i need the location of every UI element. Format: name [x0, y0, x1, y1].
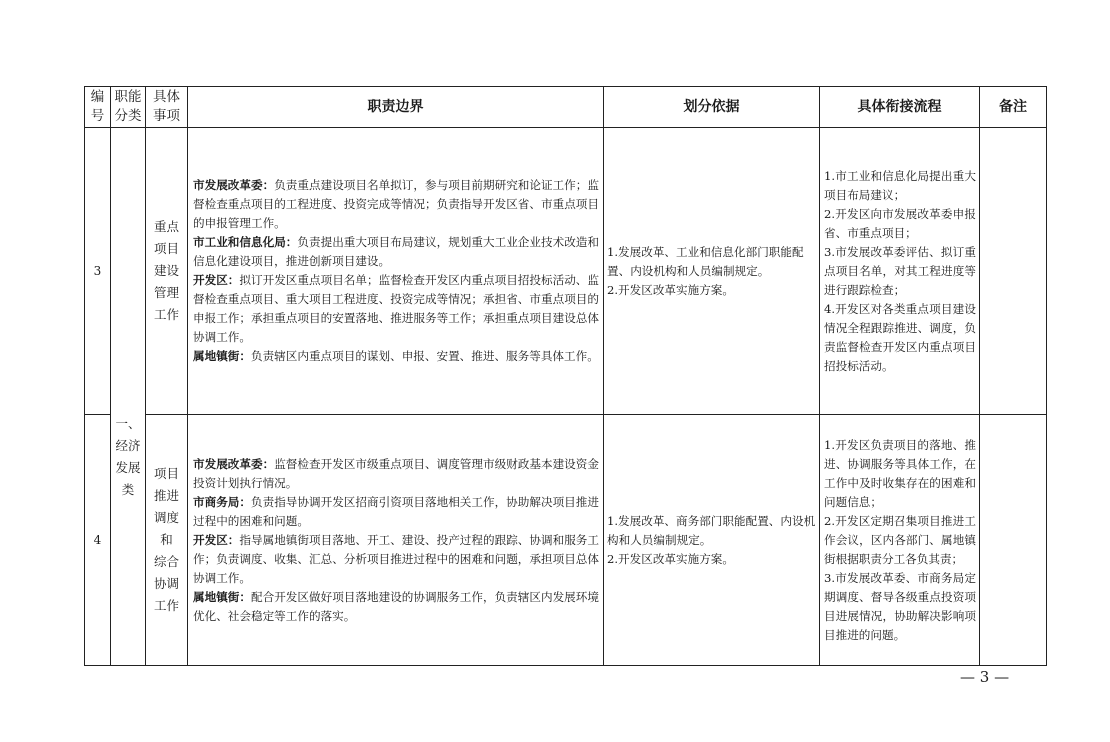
table-header-row: [85, 87, 1047, 128]
responsibility-paragraph: 开发区：指导属地镇街项目落地、开工、建设、投产过程的跟踪、协调和服务工作；负责调度、收集、汇总、分析项目推进过程中的困难和问题，承担项目总体协调工作。: [193, 532, 599, 585]
header-category: 职能 分类: [111, 87, 146, 128]
responsibility-cell: [188, 415, 604, 666]
header-item: 具体 事项: [146, 87, 188, 128]
table-row: [85, 415, 1047, 666]
category-cell: 一、 经济 发展 类: [111, 128, 146, 666]
responsibility-paragraph: 市商务局：负责指导协调开发区招商引资项目落地相关工作，协助解决项目推进过程中的困难和问题。: [193, 494, 599, 528]
item-cell: 项目 推进 调度 和 综合 协调 工作: [146, 415, 188, 666]
basis-cell: 1.发展改革、商务部门职能配置、内设机构和人员编制规定。 2.开发区改革实施方案。: [604, 415, 820, 666]
flow-cell: 1.市工业和信息化局提出重大项目布局建议； 2.开发区向市发展改革委申报省、市重点项目； 3.市发展改革委评估、拟订重点项目名单，对其工程进度等进行跟踪检查； 4.开发区对各类重点项目建设情况全程跟踪推进、调度，负责监督检查开发区内重点项目招投标活动。: [820, 128, 980, 415]
responsibility-paragraph: 开发区：拟订开发区重点项目名单；监督检查开发区内重点项目招投标活动、监督检查重点项目、重大项目工程进度、投资完成等情况；承担省、市重点项目的申报工作；承担重点项目的安置落地、推进服务等工作；承担重点项目建设总体协调工作。: [193, 273, 599, 344]
table-row: [85, 128, 1047, 415]
header-flow: 具体衔接流程: [820, 87, 980, 128]
item-cell: 重点 项目 建设 管理 工作: [146, 128, 188, 415]
header-no: 编 号: [85, 87, 111, 128]
remark-cell: [980, 128, 1047, 415]
responsibility-cell: [188, 128, 604, 415]
page-number: — 3 —: [960, 668, 1010, 686]
header-basis: 划分依据: [604, 87, 820, 128]
remark-cell: [980, 415, 1047, 666]
flow-cell: 1.开发区负责项目的落地、推进、协调服务等具体工作，在工作中及时收集存在的困难和问题信息； 2.开发区定期召集项目推进工作会议，区内各部门、属地镇街根据职责分工各负其责； 3.市发展改革委、市商务局定期调度、督导各级重点投资项目进展情况，协助解决影响项目推进的问题。: [820, 415, 980, 666]
responsibility-table: [84, 86, 1047, 666]
basis-cell: 1.发展改革、工业和信息化部门职能配置、内设机构和人员编制规定。 2.开发区改革实施方案。: [604, 128, 820, 415]
header-remark: 备注: [980, 87, 1047, 128]
responsibility-paragraph: 市发展改革委：监督检查开发区市级重点项目、调度管理市级财政基本建设资金投资计划执行情况。: [193, 456, 599, 490]
responsibility-paragraph: 市工业和信息化局：负责提出重大项目布局建议，规划重大工业企业技术改造和信息化建设项目，推进创新项目建设。: [193, 235, 599, 268]
header-boundary: 职责边界: [188, 87, 604, 128]
row-number: 4: [85, 415, 111, 666]
responsibility-paragraph: 属地镇街：配合开发区做好项目落地建设的协调服务工作，负责辖区内发展环境优化、社会稳定等工作的落实。: [193, 589, 599, 623]
row-number: 3: [85, 128, 111, 415]
responsibility-paragraph: 属地镇街：负责辖区内重点项目的谋划、申报、安置、推进、服务等具体工作。: [193, 349, 599, 363]
responsibility-paragraph: 市发展改革委：负责重点建设项目名单拟订，参与项目前期研究和论证工作；监督检查重点项目的工程进度、投资完成等情况；负责指导开发区省、市重点项目的申报管理工作。: [193, 178, 599, 230]
